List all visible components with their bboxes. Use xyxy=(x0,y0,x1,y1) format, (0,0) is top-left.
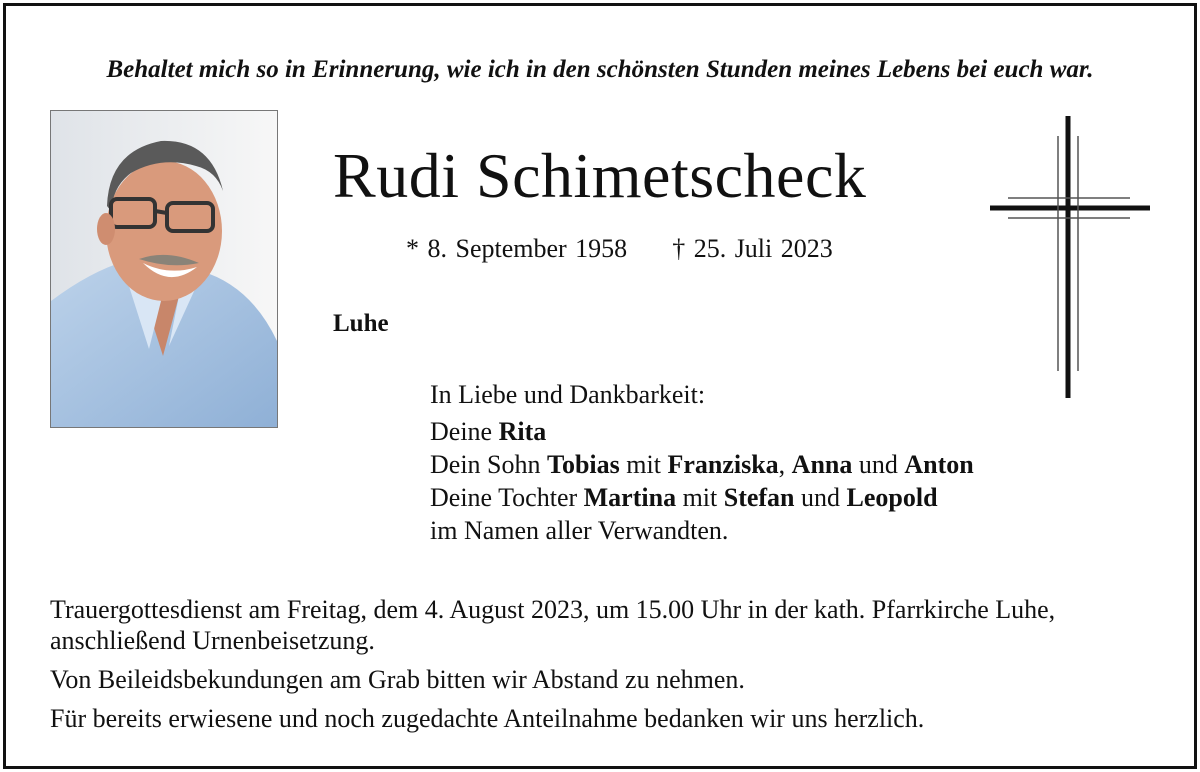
mourners-block xyxy=(430,378,974,547)
deceased-name: Rudi Schimetscheck xyxy=(333,140,867,211)
mourner-name: Stefan xyxy=(723,483,795,512)
mourner-daughter xyxy=(430,481,974,514)
cross-icon xyxy=(988,116,1154,403)
portrait-photo xyxy=(50,110,278,428)
mourner-text: und xyxy=(794,483,847,512)
mourner-text: , xyxy=(778,450,792,479)
mourner-text: Dein Sohn xyxy=(430,450,547,479)
notices xyxy=(50,594,1160,742)
hometown: Luhe xyxy=(333,310,389,337)
mourner-name: Leopold xyxy=(846,483,938,512)
obituary-frame xyxy=(3,3,1197,769)
mourner-son xyxy=(430,448,974,481)
mourner-name: Tobias xyxy=(547,450,620,479)
birth-date: * 8. September 1958 xyxy=(406,234,628,263)
thanks-notice: Für bereits erwiesene und noch zugedachte Anteilnahme bedanken wir uns herzlich. xyxy=(50,704,925,733)
mourner-name: Anton xyxy=(904,450,974,479)
mourner-text: Deine Tochter xyxy=(430,483,584,512)
motto-quote: Behaltet mich so in Erinnerung, wie ich in den schönsten Stunden meines Lebens bei euch war. xyxy=(106,56,1094,83)
mourner-text: mit xyxy=(676,483,724,512)
death-date: † 25. Juli 2023 xyxy=(672,234,833,263)
mourner-text: und xyxy=(852,450,905,479)
mourner-name: Rita xyxy=(498,417,547,446)
mourner-name: Franziska xyxy=(667,450,779,479)
mourner-text: Deine xyxy=(430,417,499,446)
life-dates xyxy=(406,234,833,264)
mourner-text: mit xyxy=(619,450,668,479)
funeral-notice: Trauergottesdienst am Freitag, dem 4. August 2023, um 15.00 Uhr in der kath. Pfarrkirche Luhe, anschließend Urnenbeisetzung. xyxy=(50,595,1056,655)
mourner-name: Martina xyxy=(583,483,677,512)
condolence-notice: Von Beileidsbekundungen am Grab bitten wir Abstand zu nehmen. xyxy=(50,665,745,694)
mourner-name: Anna xyxy=(791,450,853,479)
mourner-wife xyxy=(430,415,974,448)
mourners-intro: In Liebe und Dankbarkeit: xyxy=(430,380,706,409)
mourners-closing: im Namen aller Verwandten. xyxy=(430,516,729,545)
